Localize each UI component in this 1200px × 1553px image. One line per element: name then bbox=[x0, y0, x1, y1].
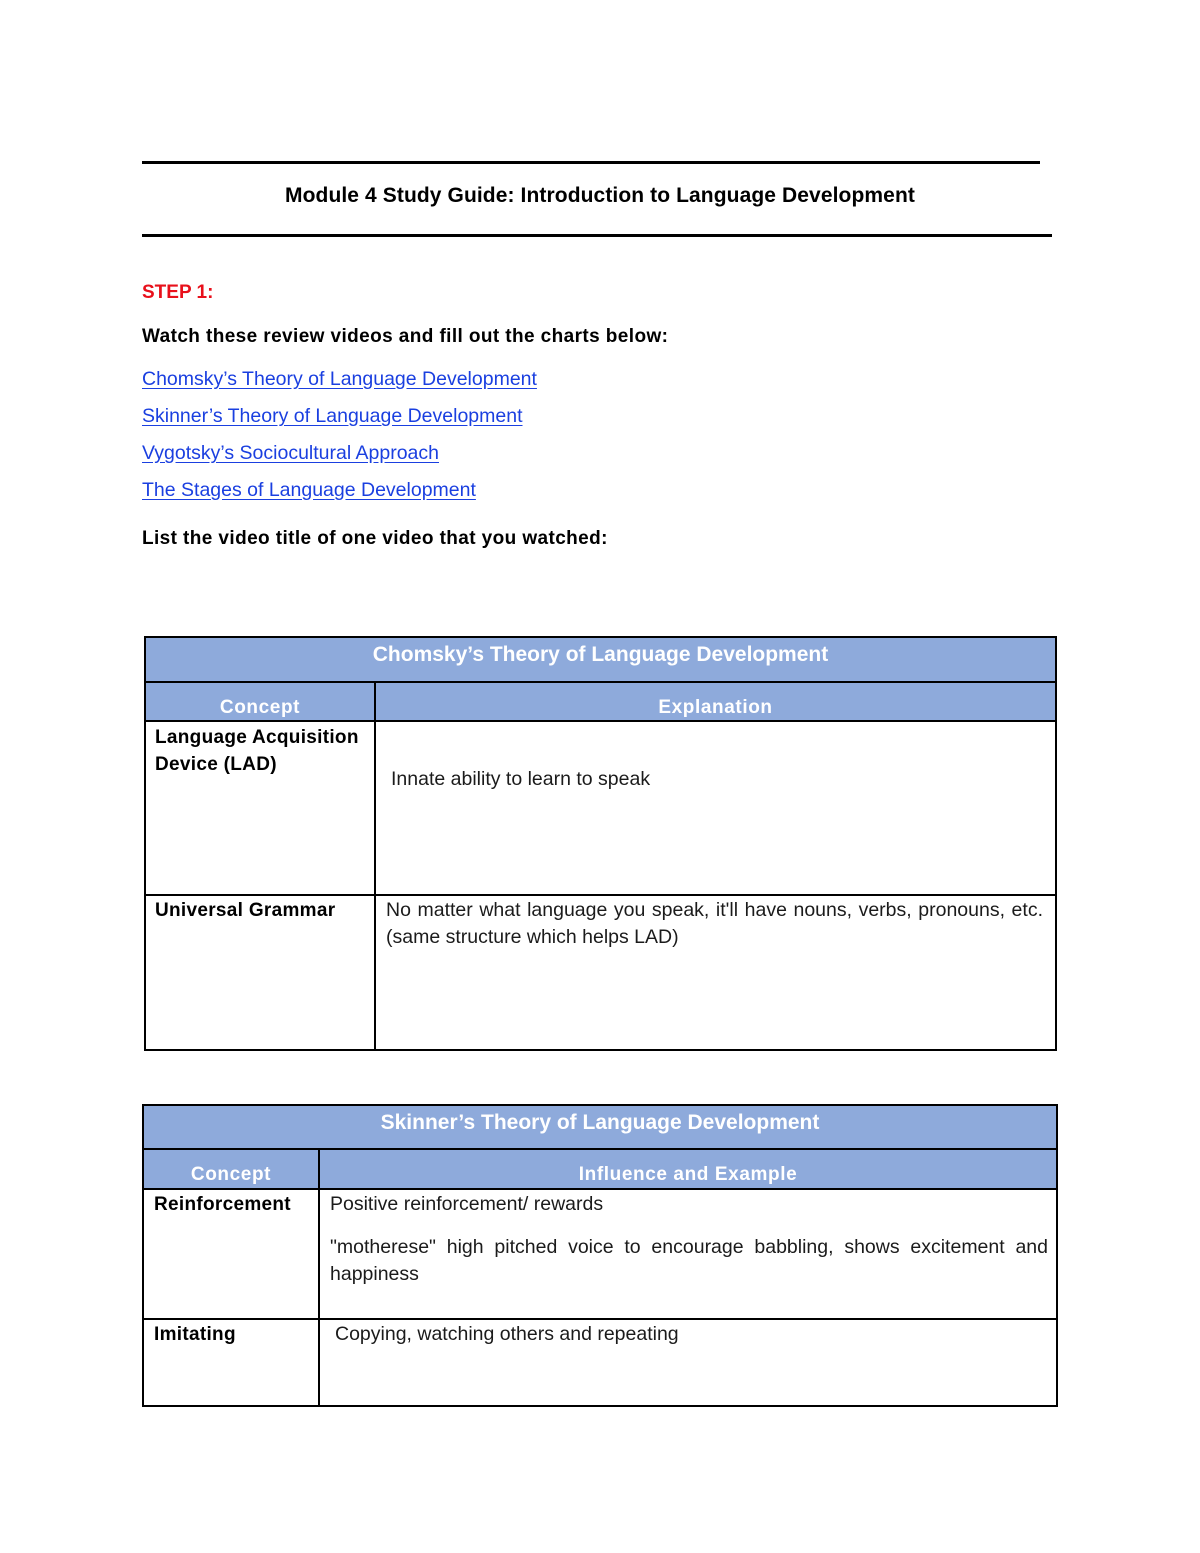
link-skinner-video[interactable]: Skinner’s Theory of Language Development bbox=[142, 405, 523, 427]
chomsky-col-explanation: Explanation bbox=[376, 683, 1055, 720]
skinner-row1-example: "motherese" high pitched voice to encourage babbling, shows excitement and happiness bbox=[330, 1236, 1048, 1285]
skinner-col-concept: Concept bbox=[144, 1150, 318, 1188]
skinner-col-influence: Influence and Example bbox=[320, 1150, 1056, 1188]
chomsky-row2-concept: Universal Grammar bbox=[155, 900, 336, 921]
chomsky-row1-explanation: Innate ability to learn to speak bbox=[391, 768, 651, 790]
title-bottom-rule bbox=[142, 234, 1052, 237]
step-heading: STEP 1: bbox=[142, 282, 214, 303]
column-divider bbox=[318, 1150, 320, 1405]
column-divider bbox=[374, 683, 376, 1049]
skinner-row2-concept: Imitating bbox=[154, 1324, 236, 1345]
link-vygotsky-video[interactable]: Vygotsky’s Sociocultural Approach bbox=[142, 442, 439, 464]
link-chomsky-video[interactable]: Chomsky’s Theory of Language Development bbox=[142, 368, 537, 390]
chomsky-table-title: Chomsky’s Theory of Language Development bbox=[146, 638, 1055, 681]
chomsky-table bbox=[144, 636, 1057, 1051]
skinner-table bbox=[142, 1104, 1058, 1407]
divider bbox=[146, 894, 1055, 896]
title-top-rule bbox=[142, 161, 1040, 164]
divider bbox=[144, 1318, 1056, 1320]
instruction-text: Watch these review videos and fill out the charts below: bbox=[142, 326, 669, 347]
chomsky-col-concept: Concept bbox=[146, 683, 374, 720]
video-title-prompt: List the video title of one video that you watched: bbox=[142, 528, 608, 549]
skinner-row1-concept: Reinforcement bbox=[154, 1194, 291, 1215]
skinner-row1-influence: Positive reinforcement/ rewards bbox=[330, 1193, 604, 1215]
chomsky-row2-explanation: No matter what language you speak, it'll have nouns, verbs, pronouns, etc. (same structure which helps LAD) bbox=[386, 899, 1043, 948]
skinner-table-title: Skinner’s Theory of Language Development bbox=[144, 1106, 1056, 1148]
divider bbox=[146, 720, 1055, 722]
page-title: Module 4 Study Guide: Introduction to Language Development bbox=[285, 184, 915, 207]
divider bbox=[144, 1188, 1056, 1190]
link-stages-video[interactable]: The Stages of Language Development bbox=[142, 479, 476, 501]
skinner-row2-influence: Copying, watching others and repeating bbox=[335, 1323, 679, 1345]
chomsky-row1-concept: Language Acquisition Device (LAD) bbox=[155, 727, 359, 775]
